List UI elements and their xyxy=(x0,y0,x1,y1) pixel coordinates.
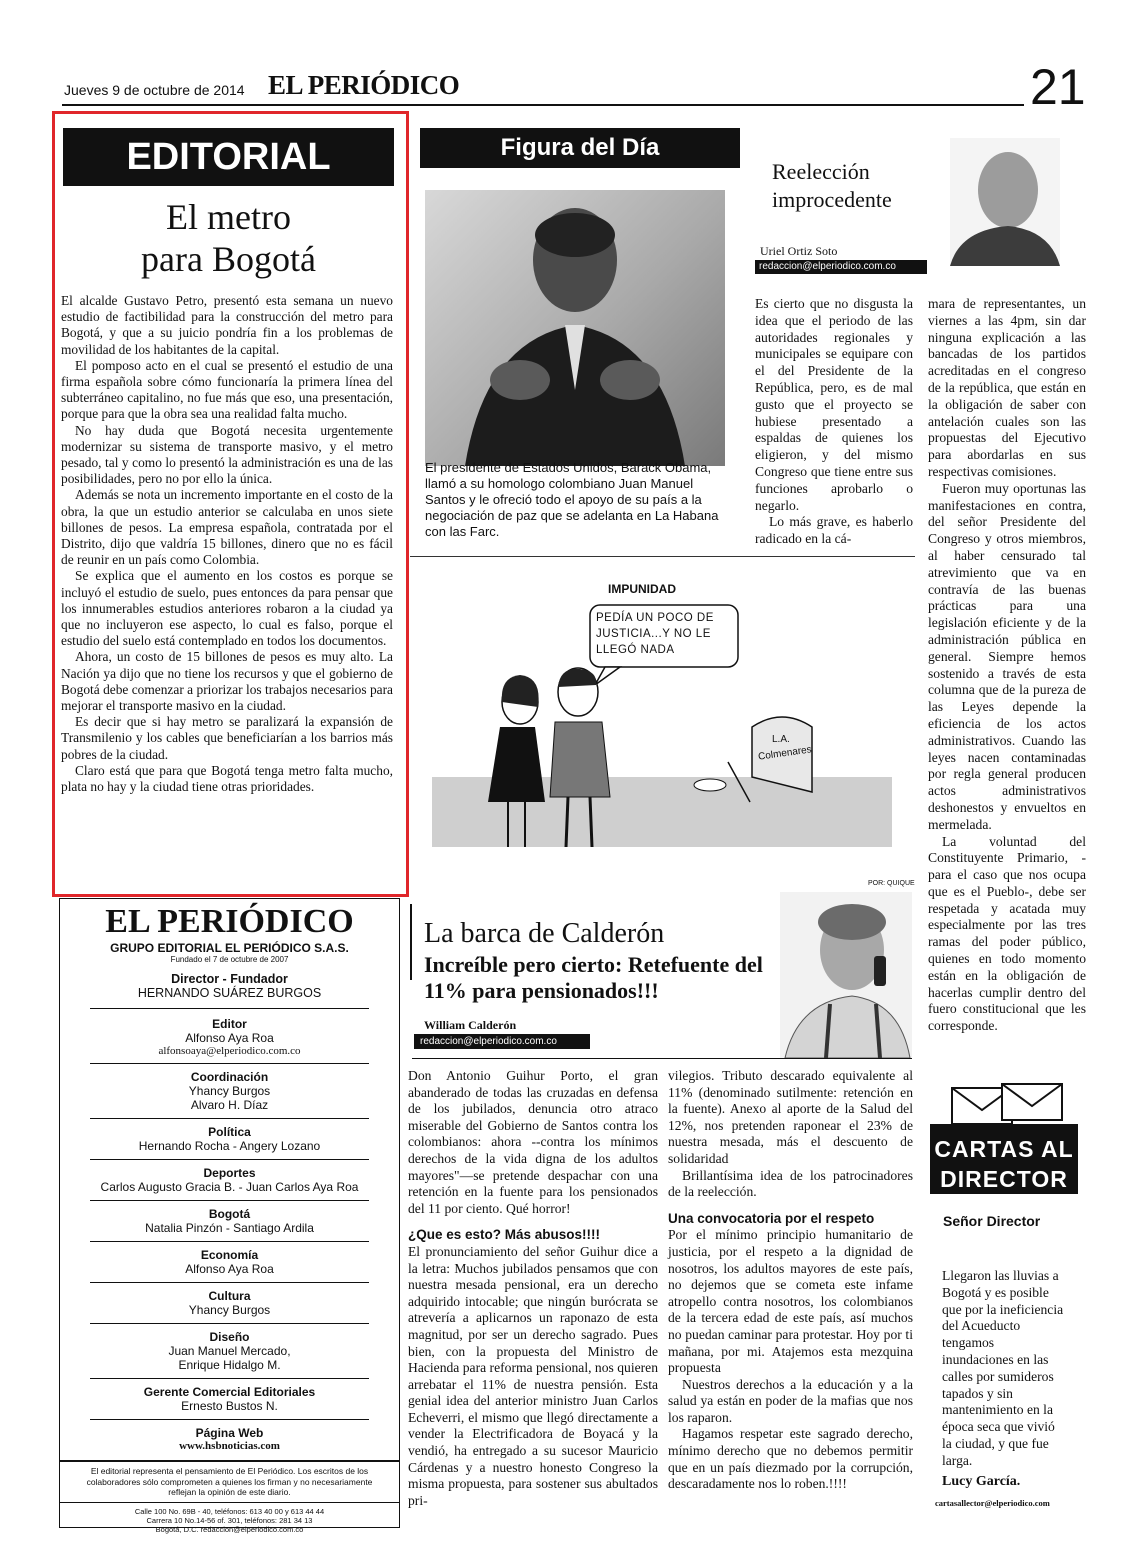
editorial-title-line1: El metro xyxy=(166,197,291,237)
barca-paragraph: Nuestros derechos a la educación y a la salud ya están en poder de la mafias que nos los raparon. xyxy=(668,1376,913,1425)
staff-role-name: HERNANDO SUÁREZ BURGOS xyxy=(137,986,322,1000)
staff-role-title: Cultura xyxy=(208,1289,251,1303)
staff-role-title: Director - Fundador xyxy=(171,972,288,986)
cartoon-tomb-line1: L.A. xyxy=(772,734,790,745)
calderon-portrait xyxy=(780,892,912,1058)
ortiz-portrait xyxy=(950,138,1060,266)
reeleccion-paragraph: Fueron muy oportunas las manifestaciones en contra, del señor Presidente del Congreso y otros miembros, al haber censurado tal atrevimiento que va en contravía de las buenas prácticas para una legislación eficiente y de la administración pública en general. Siempre hemos sostenido a través de esta columna que de la pureza de las Leyes depende la eficiencia de los actos administrativos. Cuando las leyes nacen contaminadas por regla general producen actos administrativos deshonestos y envueltos en mermelada. xyxy=(928,480,1086,832)
staff-role-title: Economía xyxy=(200,1248,259,1262)
reeleccion-title xyxy=(772,158,892,214)
staff-role-name: Alfonso Aya Roa xyxy=(185,1262,274,1276)
staff-role xyxy=(60,972,399,1000)
barca-col1 xyxy=(408,1068,658,1509)
barca-author: William Calderón xyxy=(424,1018,517,1032)
masthead: EL PERIÓDICO xyxy=(268,70,460,100)
barca-paragraph: Don Antonio Guihur Porto, el gran abanderado de todas las cruzadas en defensa de los jubilados, denuncia otro atraco miserable del Gobierno de Santos contra los colombianos: ahora --contra los mínimos derechos de la vida digna de los adultos mayores"—se pretende despachar con una retención en la fuente para los pensionados del 11 por ciento. Qué horror! xyxy=(408,1068,658,1216)
editorial-paragraph: Además se nota un incremento importante en el costo de la obra, la que un estudio anterior se calculaba en unos siete billones de pesos. La empresa española, contratada por el Distrito, dijo que valdría 15 billones, dinero que no es fácil de reunir en un país como Colombia. xyxy=(61,487,393,568)
staff-role xyxy=(60,1207,399,1235)
cartas-banner-line2: DIRECTOR xyxy=(940,1166,1068,1192)
staff-role-name: Ernesto Bustos N. xyxy=(181,1399,278,1413)
website-link[interactable]: www.hsbnoticias.com xyxy=(179,1440,280,1452)
reeleccion-author: Uriel Ortiz Soto xyxy=(760,244,838,258)
obama-illustration xyxy=(425,190,725,466)
cartoon-tomb-line2: Colmenares xyxy=(757,744,813,763)
cartas-body: Llegaron las lluvias a Bogotá y es posible que por la ineficiencia del Acueducto tengamos inundaciones en las calles por sumideros tapados y sin mantenimiento en la época seca que vivió la ciudad, y que fue larga. xyxy=(942,1268,1064,1468)
staff-role xyxy=(60,1330,399,1372)
barca-paragraph: Por el mínimo principio humanitario de justicia, por el respeto a la dignidad de nosotros, los adultos mayores de este país, no dejemos que se cometa este infame atropello contra nosotros, los colombianos de la tercera edad de este país, así muchos no puedan caminar para protestar. Hoy por ti mañana, por mi. Atajemos esta mezquina propuesta xyxy=(668,1227,913,1376)
staff-role-title: Política xyxy=(208,1125,251,1139)
ortiz-photo xyxy=(950,138,1060,266)
staff-role-name: Enrique Hidalgo M. xyxy=(178,1358,281,1372)
barca-paragraph: El pronunciamiento del señor Guihur dice a la letra: Muchos jubilados pensamos que con nuestra mesada pensional, era un derecho adquirido intocable; que ningún burócrata se atrevería a aplicarnos un raponazo de esta magnitud, por ser un derecho sagrado. Pues bien, con la propuesta del Ministro de Hacienda para reforma pensional, nos quieren arrebatar el 11% de nuestra pensión. Esta genial idea del anterior ministro Juan Carlos Echeverri, el mismo que llegó directamente a vender la Electrificadora de Boyacá y la vendió, ha entregado a su sucesor Mauricio Cárdenas y a nuestro honesto Congreso la misma propuesta, para sostener sus abultados pri- xyxy=(408,1243,658,1508)
reeleccion-paragraph: Lo más grave, es haberlo radicado en la cá- xyxy=(755,514,913,547)
staff-role xyxy=(60,1289,399,1317)
cartas-email: cartasallector@elperiodico.com xyxy=(935,1498,1050,1508)
barca-col2 xyxy=(668,1068,913,1493)
staff-role xyxy=(60,1166,399,1194)
staff-address1: Calle 100 No. 69B - 40, teléfonos: 613 40 00 y 613 44 44 xyxy=(134,1506,325,1516)
staff-role-title: Editor xyxy=(212,1017,247,1031)
staff-masthead: EL PERIÓDICO xyxy=(105,903,354,940)
cartas-banner-line1: CARTAS AL xyxy=(934,1136,1074,1162)
barca-kicker: La barca de Calderón xyxy=(424,918,665,949)
issue-date: Jueves 9 de octubre de 2014 xyxy=(64,82,245,98)
cartoon-frame xyxy=(410,556,915,889)
reeleccion-col2 xyxy=(928,296,1086,1035)
cartoon-drawing xyxy=(410,557,915,889)
figura-caption: El presidente de Estados Unidos, Barack Obama, llamó a su homologo colombiano Juan Manuel Santos y le ofreció todo el apoyo de su país a la negociación de paz que se adelanta en La Habana con las Farc. xyxy=(425,460,719,539)
barca-paragraph: Brillantísima idea de los patrocinadores de la reelección. xyxy=(668,1167,913,1200)
staff-role-name: Hernando Rocha - Angery Lozano xyxy=(138,1139,321,1153)
editorial-paragraph: Es decir que si hay metro se paralizará la expansión de Transmilenio y los cables que beneficiarían a los barrios más pobres de la ciudad. xyxy=(61,714,393,762)
cartas-salutation: Señor Director xyxy=(943,1213,1041,1229)
reeleccion-title-line1: Reelección xyxy=(772,159,870,184)
staff-role-title: Gerente Comercial Editoriales xyxy=(143,1385,316,1399)
staff-role xyxy=(60,1385,399,1413)
staff-role-name: Yhancy Burgos xyxy=(188,1084,271,1098)
editorial-body xyxy=(61,293,393,795)
cartoon-title: IMPUNIDAD xyxy=(608,582,676,596)
staff-role-title: Coordinación xyxy=(190,1070,269,1084)
staff-disclaimer: El editorial representa el pensamiento de El Periódico. Los escritos de los colaboradores sólo comprometen a quienes los firman y no necesariamente reflejan la opinión de este diario. xyxy=(86,1466,373,1497)
barca-rule xyxy=(412,1058,912,1059)
cartoon-credit: POR: QUIQUE xyxy=(868,880,915,887)
staff-role xyxy=(60,1017,399,1057)
staff-group: GRUPO EDITORIAL EL PERIÓDICO S.A.S. xyxy=(110,941,349,955)
editorial-banner: EDITORIAL xyxy=(63,128,394,186)
cartoon-speech: PEDÍA UN POCO DE JUSTICIA...Y NO LE LLEGÓ NADA xyxy=(596,612,714,656)
reeleccion-paragraph: Es cierto que no disgusta la idea que el periodo de las autoridades regionales y municipales se equipare con el del Presidente de la República, pero, es de mal gusto que el proyecto se hubiese presentado a espaldas de quienes los eligieron, y del mismo Congreso que tiene entre sus funciones aprobarlo o negarlo. xyxy=(755,296,913,513)
reeleccion-email: redaccion@elperiodico.com.co xyxy=(755,260,927,274)
barca-email: redaccion@elperiodico.com.co xyxy=(414,1034,590,1049)
staff-role-name: Carlos Augusto Gracia B. - Juan Carlos Aya Roa xyxy=(100,1180,359,1194)
reeleccion-paragraph: mara de representantes, un viernes a las 4pm, sin dar ninguna explicación a las bancadas de los partidos acreditadas en el congreso de la república, que están en la obligación de saber con antelación cuales son las propuestas del Ejecutivo para abordarlas en sus respectivas comisiones. xyxy=(928,296,1086,479)
staff-role-title: Diseño xyxy=(209,1330,250,1344)
barca-subhead: ¿Que es esto? Más abusos!!!! xyxy=(408,1227,601,1243)
editorial-paragraph: El alcalde Gustavo Petro, presentó esta semana un nuevo estudio de factibilidad para la construcción del metro para Bogotá, y que a su juicio pondría fin a los problemas de movilidad de los habitantes de la capital. xyxy=(61,293,393,357)
staff-role-name: Natalia Pinzón - Santiago Ardila xyxy=(145,1221,314,1235)
staff-role-title: Página Web xyxy=(195,1426,264,1440)
staff-box xyxy=(59,898,400,1534)
cartas-banner xyxy=(930,1124,1078,1194)
barca-paragraph: vilegios. Tributo descarado equivalente al 11% (denominado sutilmente: retención en la fuente). Anexo al aporte de la Salud del 12%, nos pretenden raponear el 23% de nuestra mesada, más el descuento de solidaridad xyxy=(668,1068,913,1166)
staff-role-title: Deportes xyxy=(203,1166,256,1180)
staff-role xyxy=(60,1125,399,1153)
staff-role-name: Alfonso Aya Roa xyxy=(185,1031,274,1045)
figura-banner: Figura del Día xyxy=(420,128,740,168)
editorial-paragraph: No hay duda que Bogotá necesita urgentemente modernizar su sistema de transporte masivo, y el metro pesado, tal y como lo presentó la administración es una de las posibilidades, pero no por ello la única. xyxy=(61,422,393,487)
staff-role-name: Alvaro H. Díaz xyxy=(190,1098,269,1112)
editorial-title-line2: para Bogotá xyxy=(141,239,316,279)
staff-address3: Bogotá, D.C. redaccion@elperiodico.com.co xyxy=(155,1524,304,1534)
barca-headline: Increíble pero cierto: Retefuente del 11% para pensionados!!! xyxy=(424,952,763,1003)
header-rule xyxy=(62,104,1024,106)
staff-role xyxy=(60,1248,399,1276)
reeleccion-col1 xyxy=(755,296,913,548)
editorial-paragraph: Ahora, un costo de 15 billones de pesos es muy alto. La Nación ya dijo que no tiene los recursos y que el gobierno de Bogotá debe comenzar a priorizar los trabajos necesarios para mejorar el transporte masivo en la ciudad. xyxy=(61,649,393,714)
barca-left-rule xyxy=(410,904,412,980)
staff-role-name: Juan Manuel Mercado, xyxy=(168,1344,291,1358)
reeleccion-paragraph: La voluntad del Constituyente Primario, - para el caso que nos ocupa que es el Pueblo-, debe ser respetada y acatada muy especialmente por las tres ramas del poder público, quienes en todo momento están en la obligación de hacerlas cumplir dentro del fuero constitucional que les corresponde. xyxy=(928,833,1086,1034)
page-number: 21 xyxy=(1030,59,1086,115)
barca-paragraph: Hagamos respetar este sagrado derecho, mínimo derecho que no debemos permitir que en un país diezmado por la corrupción, descaradamente nos lo roben.!!!! xyxy=(668,1426,913,1492)
staff-role xyxy=(60,1426,399,1452)
cartas-signature: Lucy García. xyxy=(942,1474,1021,1489)
staff-address2: Carrera 10 No.14-56 of. 301, teléfonos: 281 34 13 xyxy=(146,1515,313,1525)
staff-role-name: Yhancy Burgos xyxy=(188,1303,271,1317)
editorial-title xyxy=(63,196,394,280)
staff-role-email: alfonsoaya@elperiodico.com.co xyxy=(158,1045,301,1057)
editorial-paragraph: Se explica que el aumento en los costos es porque se incluyó el estudio de suelo, pues entonces da para pensar que los innumerables estudios anteriores robaron a la ciudad ya que no incluyeron ese aspecto, lo cual es falso, porque el estudio del suelo está contemplado en todos los documentos. xyxy=(61,568,393,649)
calderon-photo xyxy=(780,892,912,1058)
editorial-paragraph: El pomposo acto en el cual se presentó el estudio de una firma española sobre cómo funcionaría la primera línea del subterráneo capitalino, no fue más que eso, una presentación, porque para que la obra sea una realidad falta mucho. xyxy=(61,357,393,422)
editorial-paragraph: Claro está que para que Bogotá tenga metro falta mucho, plata no hay y la ciudad tiene otras prioridades. xyxy=(61,762,393,795)
obama-photo xyxy=(425,190,725,466)
staff-role-title: Bogotá xyxy=(208,1207,251,1221)
barca-subhead: Una convocatoria por el respeto xyxy=(668,1210,875,1226)
staff-founded: Fundado el 7 de octubre de 2007 xyxy=(170,955,289,964)
reeleccion-title-line2: improcedente xyxy=(772,187,892,212)
staff-role xyxy=(60,1070,399,1112)
